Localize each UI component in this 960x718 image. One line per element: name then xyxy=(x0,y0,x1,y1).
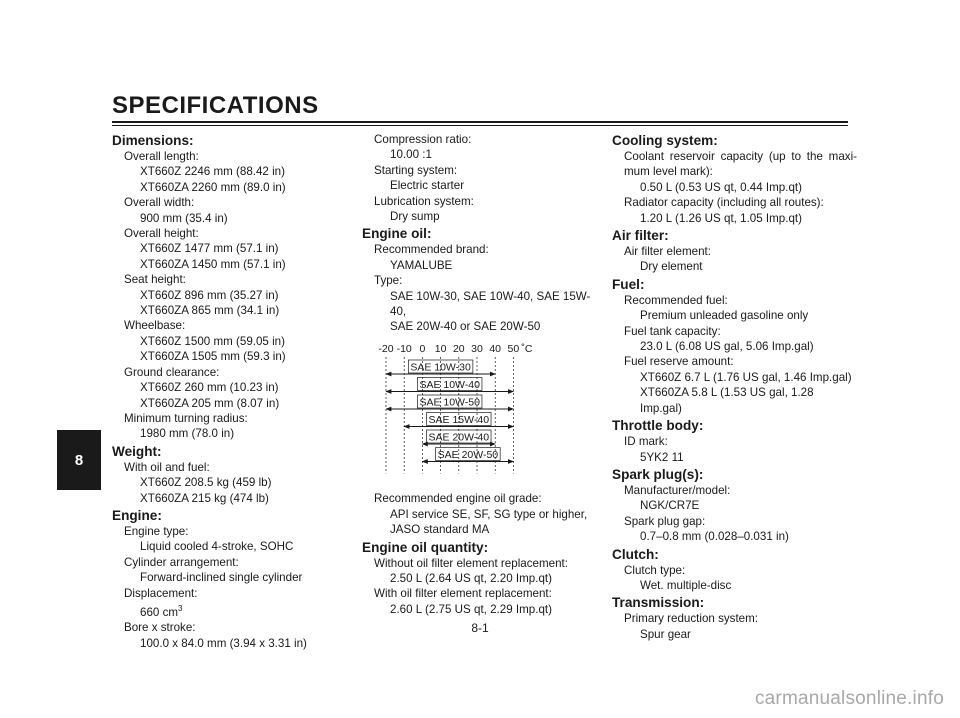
page-title: SPECIFICATIONS xyxy=(112,92,319,119)
spec-label: Manufacturer/model: xyxy=(624,483,731,497)
spec-value: XT660ZA 865 mm (34.1 in) xyxy=(140,304,280,318)
spec-label: Overall height: xyxy=(124,227,199,241)
spec-label: Without oil filter element replacement: xyxy=(374,556,568,570)
section-heading-engine-oil: Engine oil: xyxy=(362,226,432,242)
spec-value: XT660Z 896 mm (35.27 in) xyxy=(140,288,279,302)
spec-value: XT660ZA 5.8 L (1.53 US gal, 1.28 Imp.gal) xyxy=(640,386,814,415)
section-heading-fuel: Fuel: xyxy=(612,276,645,292)
spec-value: 0.50 L (0.53 US qt, 0.44 Imp.qt) xyxy=(640,180,802,194)
section-heading-oil-quantity: Engine oil quantity: xyxy=(362,539,489,555)
section-heading-spark-plug: Spark plug(s): xyxy=(612,466,704,482)
column-1 xyxy=(112,130,352,651)
spec-value: XT660Z 2246 mm (88.42 in) xyxy=(140,165,285,179)
spec-value: YAMALUBE xyxy=(390,258,453,272)
spec-label: Ground clearance: xyxy=(124,365,220,379)
spec-label: Displacement: xyxy=(124,586,198,600)
spec-label: ID mark: xyxy=(624,435,668,449)
spec-label: Compression ratio: xyxy=(374,133,472,146)
spec-label: Seat height: xyxy=(124,273,186,287)
section-heading-clutch: Clutch: xyxy=(612,546,659,562)
spec-value: 5YK2 11 xyxy=(640,450,684,464)
spec-value: XT660ZA 1450 mm (57.1 in) xyxy=(140,257,286,271)
spec-label: Overall width: xyxy=(124,196,195,210)
spec-label: Radiator capacity (including all routes): xyxy=(624,196,824,210)
section-heading-air-filter: Air filter: xyxy=(612,228,669,244)
spec-label: Recommended brand: xyxy=(374,243,489,257)
unit-label: ˚C xyxy=(521,342,533,355)
tick-label: -20 xyxy=(378,342,394,355)
page-number: 8-1 xyxy=(471,621,489,635)
spec-value: SAE 20W-40 or SAE 20W-50 xyxy=(390,320,541,334)
spec-label: Coolant reservoir capacity (up to the maxi-mum level mark): xyxy=(624,150,857,179)
spec-value: XT660Z 1500 mm (59.05 in) xyxy=(140,334,285,348)
spec-label: Fuel tank capacity: xyxy=(624,324,721,338)
spec-value: Wet. multiple-disc xyxy=(640,578,732,592)
series-label: SAE 10W-40 xyxy=(419,378,480,391)
column-2 xyxy=(362,130,602,617)
watermark[interactable]: carmanualsonline.info xyxy=(754,688,944,709)
section-heading-engine: Engine: xyxy=(112,507,162,523)
section-heading-throttle-body: Throttle body: xyxy=(612,418,704,434)
displacement-superscript: 3 xyxy=(178,603,183,613)
spec-label: Bore x stroke: xyxy=(124,621,196,635)
spec-label: Minimum turning radius: xyxy=(124,411,248,425)
series-label: SAE 15W-40 xyxy=(428,413,490,426)
spec-value: NGK/CR7E xyxy=(640,499,700,513)
tick-label: 10 xyxy=(434,342,447,355)
spec-label: Recommended engine oil grade: xyxy=(374,492,542,506)
spec-value: 100.0 x 84.0 mm (3.94 x 3.31 in) xyxy=(140,636,307,650)
spec-value: API service SE, SF, SG type or higher, xyxy=(390,507,588,521)
spec-value: XT660Z 1477 mm (57.1 in) xyxy=(140,242,279,256)
spec-value: 2.60 L (2.75 US qt, 2.29 Imp.qt) xyxy=(390,602,552,616)
spec-value: 10.00 :1 xyxy=(390,148,432,162)
spec-value: Dry sump xyxy=(390,210,440,224)
spec-value: XT660ZA 1505 mm (59.3 in) xyxy=(140,350,286,364)
spec-value: Forward-inclined single cylinder xyxy=(140,571,303,585)
oil-viscosity-chart xyxy=(362,341,602,477)
series-label: SAE 10W-50 xyxy=(419,396,480,409)
spec-label: Clutch type: xyxy=(624,563,686,577)
tick-label: 40 xyxy=(489,342,502,355)
displacement-value: 660 cm xyxy=(140,605,179,619)
spec-value: 1.20 L (1.26 US qt, 1.05 Imp.qt) xyxy=(640,211,802,225)
spec-value: XT660Z 6.7 L (1.76 US gal, 1.46 Imp.gal) xyxy=(640,370,852,384)
tick-label: 30 xyxy=(471,342,483,355)
spec-value: Premium unleaded gasoline only xyxy=(640,309,809,323)
spec-value: XT660ZA 2260 mm (89.0 in) xyxy=(140,180,286,194)
series-label: SAE 10W-30 xyxy=(410,361,471,374)
spec-label: Overall length: xyxy=(124,150,199,163)
spec-label: Spark plug gap: xyxy=(624,514,706,528)
section-heading-weight: Weight: xyxy=(112,443,162,459)
title-rule-thin xyxy=(112,125,848,126)
tick-label: 20 xyxy=(452,342,465,355)
spec-value: Electric starter xyxy=(390,179,465,193)
tick-label: 0 xyxy=(419,342,426,355)
spec-value: XT660Z 260 mm (10.23 in) xyxy=(140,381,279,395)
section-heading-transmission: Transmission: xyxy=(612,595,705,611)
spec-label: Lubrication system: xyxy=(374,194,474,208)
tick-label: 50 xyxy=(507,342,520,355)
chapter-tab[interactable]: 8 xyxy=(57,430,101,490)
spec-value: Liquid cooled 4-stroke, SOHC xyxy=(140,540,294,554)
spec-value: 1980 mm (78.0 in) xyxy=(140,427,235,441)
spec-value: XT660ZA 215 kg (474 lb) xyxy=(140,491,269,505)
spec-label: Recommended fuel: xyxy=(624,293,728,307)
series-label: SAE 20W-40 xyxy=(428,431,490,444)
spec-label: Wheelbase: xyxy=(124,319,186,333)
spec-value: 23.0 L (6.08 US gal, 5.06 Imp.gal) xyxy=(640,340,814,354)
title-rule-thick xyxy=(112,121,848,123)
spec-value-displacement xyxy=(112,601,352,620)
tick-label: -10 xyxy=(396,342,412,355)
spec-label: Type: xyxy=(374,274,403,288)
spec-label: Engine type: xyxy=(124,524,189,538)
section-heading-cooling: Cooling system: xyxy=(612,133,718,148)
spec-value: XT660ZA 205 mm (8.07 in) xyxy=(140,396,280,410)
section-heading-dimensions: Dimensions: xyxy=(112,133,194,148)
spec-value: 2.50 L (2.64 US qt, 2.20 Imp.qt) xyxy=(390,571,552,585)
spec-value: Spur gear xyxy=(640,627,691,641)
spec-value: Dry element xyxy=(640,260,703,274)
series-label: SAE 20W-50 xyxy=(437,448,499,461)
spec-label: Starting system: xyxy=(374,163,458,177)
spec-label: Cylinder arrangement: xyxy=(124,555,239,569)
spec-label: With oil and fuel: xyxy=(124,460,210,474)
spec-value: 0.7–0.8 mm (0.028–0.031 in) xyxy=(640,530,789,544)
spec-label: Fuel reserve amount: xyxy=(624,355,734,369)
column-3 xyxy=(612,130,857,642)
spec-value: SAE 10W-30, SAE 10W-40, SAE 15W-40, xyxy=(390,289,591,319)
spec-value: 900 mm (35.4 in) xyxy=(140,211,228,225)
spec-value: JASO standard MA xyxy=(390,523,490,537)
spec-label: With oil filter element replacement: xyxy=(374,587,552,601)
spec-label: Primary reduction system: xyxy=(624,612,759,626)
spec-label: Air filter element: xyxy=(624,245,711,259)
spec-value: XT660Z 208.5 kg (459 lb) xyxy=(140,476,272,490)
